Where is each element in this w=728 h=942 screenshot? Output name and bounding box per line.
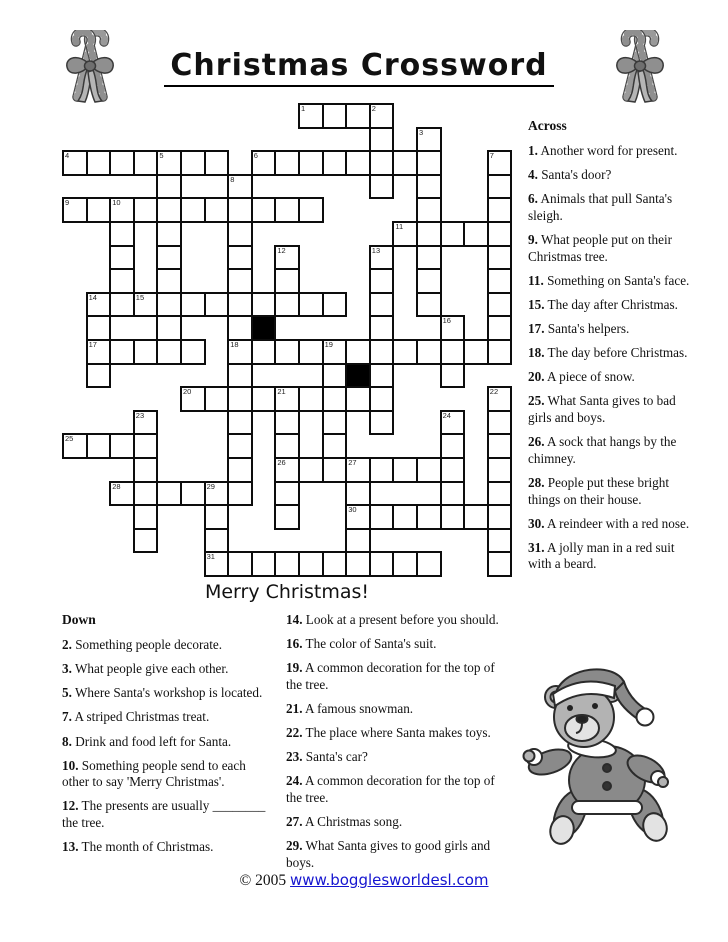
grid-cell[interactable] <box>369 410 395 436</box>
grid-cell[interactable] <box>274 339 300 365</box>
grid-cell[interactable] <box>156 481 182 507</box>
grid-cell[interactable] <box>298 551 324 577</box>
grid-cell[interactable] <box>204 481 230 507</box>
grid-cell-number: 2 <box>371 104 376 113</box>
grid-cell[interactable] <box>416 245 442 271</box>
grid-cell[interactable] <box>345 504 371 530</box>
grid-cell[interactable] <box>274 150 300 176</box>
grid-cell-number: 6 <box>253 151 258 161</box>
grid-cell-number: 23 <box>135 410 145 420</box>
grid-cell-number: 19 <box>324 340 333 349</box>
grid-cell[interactable] <box>416 339 442 365</box>
grid-cell[interactable] <box>369 315 395 341</box>
grid-cell[interactable] <box>322 339 348 365</box>
clue-item: 10. Something people send to each other to say 'Merry Christmas'. <box>62 757 246 790</box>
grid-cell[interactable] <box>156 197 182 223</box>
grid-cell-number: 11 <box>395 222 404 231</box>
grid-cell[interactable] <box>416 197 442 223</box>
grid-cell[interactable] <box>440 504 466 530</box>
grid-cell[interactable] <box>487 457 513 483</box>
grid-cell[interactable] <box>156 268 182 294</box>
clue-item: 23. Santa's car? <box>286 749 368 765</box>
grid-cell[interactable] <box>133 481 159 507</box>
clue-item: 31. A jolly man in a red suit with a beard. <box>528 539 675 572</box>
grid-cell[interactable] <box>204 528 230 554</box>
grid-cell[interactable] <box>369 174 395 200</box>
down-clues-col1 <box>62 612 274 863</box>
clue-item: 19. A common decoration for the top of the tree. <box>286 660 495 692</box>
grid-cell[interactable] <box>369 386 395 412</box>
grid-cell-number: 27 <box>348 458 357 467</box>
grid-cell[interactable] <box>156 221 182 247</box>
grid-cell[interactable] <box>416 127 442 153</box>
grid-cell-number: 29 <box>206 481 215 491</box>
grid-cell-number: 7 <box>489 151 494 161</box>
candy-cane-left-icon <box>60 30 120 108</box>
grid-cell[interactable] <box>156 292 182 318</box>
clue-item: 7. A striped Christmas treat. <box>62 709 210 725</box>
grid-cell[interactable] <box>86 363 112 389</box>
grid-cell-number: 21 <box>277 387 286 397</box>
grid-cell[interactable] <box>227 315 253 341</box>
clue-item: 16. The color of Santa's suit. <box>286 636 437 652</box>
grid-cell-number: 12 <box>277 245 286 255</box>
grid-cell[interactable] <box>227 339 253 365</box>
clue-item: 1. Another word for present. <box>528 143 678 158</box>
grid-cell[interactable] <box>227 174 253 200</box>
down-clue-list-1 <box>62 637 274 856</box>
grid-cell[interactable] <box>274 551 300 577</box>
down-clues-col2 <box>286 612 512 879</box>
grid-cell-number: 9 <box>65 198 70 208</box>
grid-cell[interactable] <box>133 339 159 365</box>
grid-cell[interactable] <box>109 268 135 294</box>
grid-cell[interactable] <box>345 103 371 129</box>
grid-cell[interactable] <box>416 268 442 294</box>
grid-cell[interactable] <box>109 292 135 318</box>
grid-cell[interactable] <box>274 292 300 318</box>
grid-cell[interactable] <box>227 433 253 459</box>
grid-cell[interactable] <box>227 197 253 223</box>
grid-cell[interactable] <box>322 150 348 176</box>
grid-cell[interactable] <box>322 457 348 483</box>
grid-cell[interactable] <box>369 363 395 389</box>
clue-item: 20. A piece of snow. <box>528 369 635 385</box>
grid-cell[interactable] <box>109 245 135 271</box>
grid-cell[interactable] <box>345 481 371 507</box>
clue-item: 21. A famous snowman. <box>286 701 414 716</box>
grid-cell[interactable] <box>487 504 513 530</box>
grid-cell[interactable] <box>86 315 112 341</box>
grid-cell[interactable] <box>487 433 513 459</box>
grid-cell[interactable] <box>440 433 466 459</box>
grid-cell[interactable] <box>109 433 135 459</box>
grid-cell-number: 18 <box>230 340 239 349</box>
grid-cell[interactable] <box>463 504 489 530</box>
grid-cell[interactable] <box>227 292 253 318</box>
grid-cell[interactable] <box>345 528 371 554</box>
grid-cell[interactable] <box>345 150 371 176</box>
grid-cell[interactable] <box>204 504 230 530</box>
grid-cell-number: 26 <box>277 458 286 467</box>
grid-cell[interactable] <box>133 457 159 483</box>
clue-item: 30. A reindeer with a red nose. <box>528 515 690 531</box>
clue-item: 11. Something on Santa's face. <box>528 272 690 288</box>
grid-cell[interactable] <box>86 433 112 459</box>
grid-cell[interactable] <box>133 197 159 223</box>
grid-cell-number: 20 <box>183 387 192 397</box>
across-clues <box>528 118 700 581</box>
grid-cell[interactable] <box>487 292 513 318</box>
grid-cell[interactable] <box>322 410 348 436</box>
grid-cell[interactable] <box>322 433 348 459</box>
clue-item: 24. A common decoration for the top of the tree. <box>286 773 495 805</box>
grid-cell[interactable] <box>416 457 442 483</box>
grid-cell[interactable] <box>440 481 466 507</box>
grid-cell[interactable] <box>227 363 253 389</box>
grid-cell[interactable] <box>487 150 513 176</box>
grid-cell-number: 14 <box>88 292 97 302</box>
grid-cell[interactable] <box>298 150 324 176</box>
grid-cell-number: 31 <box>206 552 215 562</box>
grid-cell[interactable] <box>322 551 348 577</box>
grid-cell[interactable] <box>392 457 418 483</box>
grid-cell[interactable] <box>62 150 88 176</box>
grid-cell[interactable] <box>204 197 230 223</box>
grid-cell[interactable] <box>227 410 253 436</box>
site-link[interactable]: www.bogglesworldesl.com <box>290 871 489 889</box>
across-heading: Across <box>528 118 567 133</box>
grid-cell[interactable] <box>180 292 206 318</box>
grid-cell[interactable] <box>274 433 300 459</box>
grid-cell-number: 3 <box>419 127 424 137</box>
grid-cell[interactable] <box>416 551 442 577</box>
grid-cell[interactable] <box>156 174 182 200</box>
grid-cell[interactable] <box>392 221 418 247</box>
grid-cell[interactable] <box>251 292 277 318</box>
grid-cell[interactable] <box>109 481 135 507</box>
grid-cell-number: 30 <box>348 505 357 515</box>
grid-cell[interactable] <box>298 292 324 318</box>
grid-cell[interactable] <box>251 150 277 176</box>
grid-cell[interactable] <box>440 315 466 341</box>
grid-cell[interactable] <box>416 504 442 530</box>
grid-cell[interactable] <box>109 197 135 223</box>
grid-cell[interactable] <box>392 504 418 530</box>
grid-cell[interactable] <box>133 528 159 554</box>
grid-cell[interactable] <box>156 150 182 176</box>
grid-cell[interactable] <box>227 386 253 412</box>
grid-cell[interactable] <box>180 197 206 223</box>
grid-cell[interactable] <box>133 433 159 459</box>
grid-cell[interactable] <box>133 504 159 530</box>
clue-item: 8. Drink and food left for Santa. <box>62 733 232 749</box>
grid-cell[interactable] <box>416 174 442 200</box>
clue-item: 14. Look at a present before you should. <box>286 612 499 627</box>
merry-christmas-text: Merry Christmas! <box>204 581 370 603</box>
grid-cell[interactable] <box>204 551 230 577</box>
grid-cell[interactable] <box>274 268 300 294</box>
grid-cell[interactable] <box>392 150 418 176</box>
grid-cell-number: 16 <box>442 316 451 326</box>
clue-item: 17. Santa's helpers. <box>528 321 630 336</box>
grid-cell[interactable] <box>274 481 300 507</box>
grid-cell[interactable] <box>322 386 348 412</box>
grid-cell[interactable] <box>392 551 418 577</box>
grid-cell[interactable] <box>133 150 159 176</box>
grid-cell[interactable] <box>133 410 159 436</box>
clue-item: 3. What people give each other. <box>62 661 229 677</box>
clue-item: 15. The day after Christmas. <box>528 296 678 312</box>
clue-item: 12. The presents are usually ________ the tree. <box>62 798 266 830</box>
grid-cell[interactable] <box>86 150 112 176</box>
grid-cell[interactable] <box>298 386 324 412</box>
grid-cell[interactable] <box>369 504 395 530</box>
teddy-bear-santa-image <box>522 656 697 851</box>
grid-cell[interactable] <box>322 292 348 318</box>
grid-cell[interactable] <box>369 339 395 365</box>
grid-cell[interactable] <box>440 221 466 247</box>
grid-cell[interactable] <box>463 221 489 247</box>
grid-cell-number: 1 <box>301 104 306 113</box>
grid-cell[interactable] <box>487 339 513 365</box>
grid-cell-number: 8 <box>230 174 235 184</box>
grid-cell[interactable] <box>487 386 513 412</box>
grid-cell[interactable] <box>274 386 300 412</box>
grid-cell-number: 28 <box>112 481 121 491</box>
grid-cell[interactable] <box>487 481 513 507</box>
grid-cell[interactable] <box>440 339 466 365</box>
grid-cell[interactable] <box>180 150 206 176</box>
grid-cell-number: 17 <box>88 340 97 349</box>
grid-cell-number: 13 <box>371 245 381 255</box>
grid-cell[interactable] <box>298 197 324 223</box>
grid-cell[interactable] <box>369 457 395 483</box>
grid-cell[interactable] <box>345 386 371 412</box>
grid-cell[interactable] <box>487 197 513 223</box>
grid-cell[interactable] <box>62 433 88 459</box>
clue-item: 9. What people put on their Christmas tree. <box>528 232 673 264</box>
grid-cell[interactable] <box>227 457 253 483</box>
grid-cell[interactable] <box>86 339 112 365</box>
grid-cell[interactable] <box>369 103 395 129</box>
across-clue-list <box>528 143 700 573</box>
grid-cell[interactable] <box>440 363 466 389</box>
grid-cell[interactable] <box>392 339 418 365</box>
grid-cell[interactable] <box>298 457 324 483</box>
grid-cell[interactable] <box>274 197 300 223</box>
grid-cell[interactable] <box>227 245 253 271</box>
grid-cell[interactable] <box>487 174 513 200</box>
grid-cell[interactable] <box>487 528 513 554</box>
grid-cell[interactable] <box>369 268 395 294</box>
clue-item: 29. What Santa gives to good girls and boys. <box>286 838 491 870</box>
grid-cell[interactable] <box>251 386 277 412</box>
grid-cell-number: 15 <box>135 292 145 302</box>
down-clue-list-2 <box>286 612 512 872</box>
clue-item: 6. Animals that pull Santa's sleigh. <box>528 191 673 223</box>
clue-item: 28. People put these bright things on their house. <box>528 474 670 507</box>
grid-cell[interactable] <box>487 410 513 436</box>
clue-item: 4. Santa's door? <box>528 167 612 183</box>
grid-cell[interactable] <box>416 221 442 247</box>
grid-cell[interactable] <box>180 339 206 365</box>
candy-cane-right-icon <box>610 30 670 108</box>
down-heading: Down <box>62 612 96 627</box>
page-title: Christmas Crossword <box>0 48 718 83</box>
grid-cell[interactable] <box>369 127 395 153</box>
grid-cell[interactable] <box>487 221 513 247</box>
grid-cell[interactable] <box>227 221 253 247</box>
grid-cell[interactable] <box>369 292 395 318</box>
grid-cell[interactable] <box>227 268 253 294</box>
footer <box>0 871 728 890</box>
grid-cell[interactable] <box>369 551 395 577</box>
grid-cell[interactable] <box>109 221 135 247</box>
grid-cell[interactable] <box>274 410 300 436</box>
grid-cell[interactable] <box>156 339 182 365</box>
grid-cell[interactable] <box>416 292 442 318</box>
grid-cell[interactable] <box>227 481 253 507</box>
grid-cell[interactable] <box>251 339 277 365</box>
copyright-text: © 2005 <box>239 872 287 889</box>
grid-cell[interactable] <box>109 150 135 176</box>
clue-item: 13. The month of Christmas. <box>62 839 214 855</box>
grid-cell-number: 4 <box>65 151 70 161</box>
grid-cell[interactable] <box>180 386 206 412</box>
grid-cell[interactable] <box>487 268 513 294</box>
clue-item: 25. What Santa gives to bad girls and boys. <box>528 393 676 425</box>
grid-cell[interactable] <box>416 150 442 176</box>
clue-item: 2. Something people decorate. <box>62 637 223 652</box>
grid-cell[interactable] <box>487 315 513 341</box>
grid-cell[interactable] <box>62 197 88 223</box>
grid-cell[interactable] <box>345 339 371 365</box>
grid-cell[interactable] <box>180 481 206 507</box>
grid-cell[interactable] <box>440 457 466 483</box>
grid-cell[interactable] <box>204 150 230 176</box>
grid-cell-number: 25 <box>65 434 74 444</box>
grid-cell[interactable] <box>369 150 395 176</box>
grid-cell[interactable] <box>251 197 277 223</box>
grid-cell[interactable] <box>322 363 348 389</box>
grid-cell[interactable] <box>440 410 466 436</box>
grid-cell[interactable] <box>204 386 230 412</box>
grid-cell-number: 10 <box>112 198 121 208</box>
grid-cell[interactable] <box>274 457 300 483</box>
grid-cell[interactable] <box>251 551 277 577</box>
grid-cell[interactable] <box>86 197 112 223</box>
clue-item: 18. The day before Christmas. <box>528 345 688 361</box>
grid-cell[interactable] <box>133 292 159 318</box>
clue-item: 22. The place where Santa makes toys. <box>286 725 491 741</box>
grid-cell[interactable] <box>345 551 371 577</box>
crossword-grid <box>62 103 512 577</box>
grid-cell[interactable] <box>156 245 182 271</box>
grid-cell[interactable] <box>298 339 324 365</box>
grid-cell[interactable] <box>109 339 135 365</box>
grid-cell[interactable] <box>204 292 230 318</box>
grid-cell-black <box>345 363 371 389</box>
grid-cell-number: 5 <box>159 151 164 161</box>
grid-cell[interactable] <box>345 457 371 483</box>
grid-cell[interactable] <box>274 504 300 530</box>
clue-item: 26. A sock that hangs by the chimney. <box>528 434 677 466</box>
grid-cell-black <box>251 315 277 341</box>
grid-cell[interactable] <box>369 245 395 271</box>
grid-cell[interactable] <box>463 339 489 365</box>
grid-cell[interactable] <box>274 245 300 271</box>
clue-item: 5. Where Santa's workshop is located. <box>62 685 263 701</box>
clue-item: 27. A Christmas song. <box>286 814 403 830</box>
grid-cell[interactable] <box>487 551 513 577</box>
grid-cell[interactable] <box>156 315 182 341</box>
grid-cell[interactable] <box>298 103 324 129</box>
grid-cell[interactable] <box>322 103 348 129</box>
grid-cell-number: 22 <box>489 387 499 397</box>
grid-cell[interactable] <box>227 551 253 577</box>
grid-cell[interactable] <box>487 245 513 271</box>
grid-cell[interactable] <box>86 292 112 318</box>
grid-cell-number: 24 <box>442 410 451 420</box>
